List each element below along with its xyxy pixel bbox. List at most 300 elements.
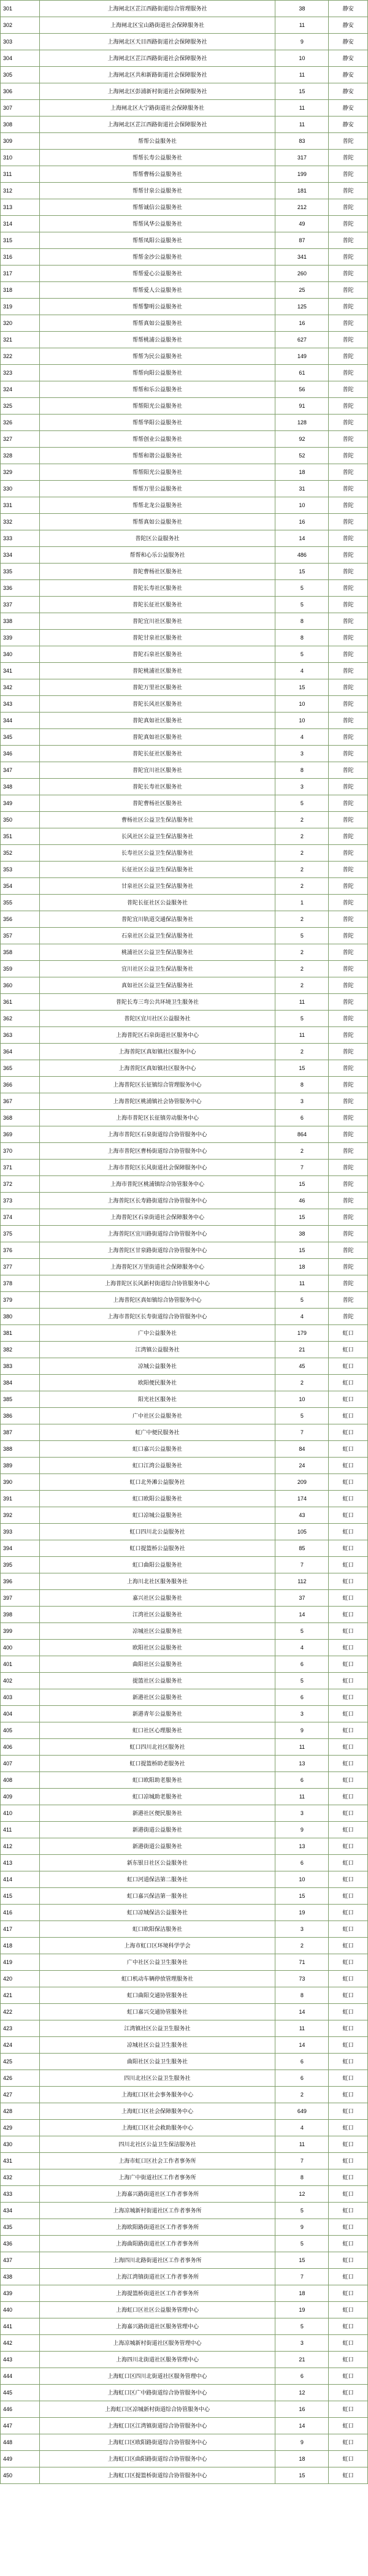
row-index-cell[interactable]: 356 (1, 911, 40, 928)
count-cell[interactable]: 9 (275, 2434, 329, 2451)
row-index-cell[interactable]: 365 (1, 1060, 40, 1077)
district-cell[interactable]: 虹口 (329, 1706, 368, 1722)
count-cell[interactable]: 4 (275, 729, 329, 746)
row-index-cell[interactable]: 344 (1, 713, 40, 729)
count-cell[interactable]: 18 (275, 1259, 329, 1275)
row-index-cell[interactable]: 357 (1, 928, 40, 944)
organization-cell[interactable]: 江湾镇公益服务社 (39, 1342, 275, 1358)
count-cell[interactable]: 10 (275, 50, 329, 67)
organization-cell[interactable]: 帮帮长寿公益服务社 (39, 150, 275, 166)
organization-cell[interactable]: 帮帮风华公益服务社 (39, 216, 275, 232)
district-cell[interactable]: 普陀 (329, 431, 368, 448)
row-index-cell[interactable]: 313 (1, 199, 40, 216)
count-cell[interactable]: 6 (275, 2070, 329, 2087)
organization-cell[interactable]: 上海市普陀区石泉街道综合协管服务中心 (39, 1126, 275, 1143)
row-index-cell[interactable]: 431 (1, 2153, 40, 2169)
organization-cell[interactable]: 帮帮桃浦公益服务社 (39, 332, 275, 348)
count-cell[interactable]: 10 (275, 713, 329, 729)
count-cell[interactable]: 16 (275, 2401, 329, 2418)
district-cell[interactable]: 虹口 (329, 2385, 368, 2401)
row-index-cell[interactable]: 416 (1, 1905, 40, 1921)
count-cell[interactable]: 4 (275, 2120, 329, 2136)
organization-cell[interactable]: 广中公益服务社 (39, 1325, 275, 1342)
district-cell[interactable]: 虹口 (329, 2318, 368, 2335)
row-index-cell[interactable]: 355 (1, 895, 40, 911)
count-cell[interactable]: 38 (275, 1, 329, 17)
organization-cell[interactable]: 普陀长征社区公益服务社 (39, 895, 275, 911)
organization-cell[interactable]: 上海四川北街道社区服务管理中心 (39, 2352, 275, 2368)
district-cell[interactable]: 虹口 (329, 1921, 368, 1938)
district-cell[interactable]: 虹口 (329, 2467, 368, 2484)
row-index-cell[interactable]: 337 (1, 597, 40, 613)
count-cell[interactable]: 2 (275, 1143, 329, 1160)
organization-cell[interactable]: 上海普陀区长寿路街道综合协管服务中心 (39, 1193, 275, 1209)
district-cell[interactable]: 虹口 (329, 1441, 368, 1458)
organization-cell[interactable]: 上海虹口区曲阳路街道综合协管服务中心 (39, 2451, 275, 2467)
organization-cell[interactable]: 曲阳社区公益服务社 (39, 1656, 275, 1673)
row-index-cell[interactable]: 309 (1, 133, 40, 150)
district-cell[interactable]: 虹口 (329, 1623, 368, 1640)
district-cell[interactable]: 普陀 (329, 1160, 368, 1176)
organization-cell[interactable]: 虹口机动车辆停放管理服务社 (39, 1971, 275, 1987)
district-cell[interactable]: 虹口 (329, 1689, 368, 1706)
district-cell[interactable]: 普陀 (329, 663, 368, 679)
organization-cell[interactable]: 普陀长征社区服务社 (39, 746, 275, 762)
row-index-cell[interactable]: 327 (1, 431, 40, 448)
organization-cell[interactable]: 帮帮和乐公益服务社 (39, 381, 275, 398)
organization-cell[interactable]: 上海曲阳路街道社区工作者事务所 (39, 2236, 275, 2252)
count-cell[interactable]: 15 (275, 564, 329, 580)
count-cell[interactable]: 5 (275, 2203, 329, 2219)
row-index-cell[interactable]: 353 (1, 862, 40, 878)
organization-cell[interactable]: 上海普陀区石泉街道社会保障服务中心 (39, 1209, 275, 1226)
district-cell[interactable]: 普陀 (329, 1011, 368, 1027)
row-index-cell[interactable]: 371 (1, 1160, 40, 1176)
district-cell[interactable]: 普陀 (329, 1226, 368, 1242)
organization-cell[interactable]: 帮帮金沙公益服务社 (39, 249, 275, 266)
organization-cell[interactable]: 上海闸北区天目西路街道社会保障服务社 (39, 34, 275, 50)
organization-cell[interactable]: 凉城社区公益卫生服务社 (39, 2037, 275, 2054)
organization-cell[interactable]: 帮帮万里公益服务社 (39, 481, 275, 497)
row-index-cell[interactable]: 407 (1, 1756, 40, 1772)
row-index-cell[interactable]: 359 (1, 961, 40, 977)
organization-cell[interactable]: 帮帮甘泉公益服务社 (39, 183, 275, 199)
row-index-cell[interactable]: 314 (1, 216, 40, 232)
district-cell[interactable]: 虹口 (329, 2401, 368, 2418)
district-cell[interactable]: 普陀 (329, 1126, 368, 1143)
count-cell[interactable]: 3 (275, 2335, 329, 2352)
row-index-cell[interactable]: 410 (1, 1805, 40, 1822)
organization-cell[interactable]: 帮帮阳光公益服务社 (39, 464, 275, 481)
row-index-cell[interactable]: 340 (1, 646, 40, 663)
organization-cell[interactable]: 普陀长寿三弯公共环境卫生服务社 (39, 994, 275, 1011)
row-index-cell[interactable]: 308 (1, 117, 40, 133)
row-index-cell[interactable]: 303 (1, 34, 40, 50)
organization-cell[interactable]: 帮帮诚信公益服务社 (39, 199, 275, 216)
district-cell[interactable]: 普陀 (329, 795, 368, 812)
count-cell[interactable]: 112 (275, 1573, 329, 1590)
row-index-cell[interactable]: 324 (1, 381, 40, 398)
organization-cell[interactable]: 虹口欧阳助老服务社 (39, 1772, 275, 1789)
count-cell[interactable]: 87 (275, 232, 329, 249)
count-cell[interactable]: 209 (275, 1474, 329, 1491)
row-index-cell[interactable]: 366 (1, 1077, 40, 1093)
row-index-cell[interactable]: 433 (1, 2186, 40, 2203)
district-cell[interactable]: 虹口 (329, 1408, 368, 1424)
organization-cell[interactable]: 上海虹口区社会保障服务中心 (39, 2103, 275, 2120)
count-cell[interactable]: 5 (275, 2318, 329, 2335)
count-cell[interactable]: 18 (275, 464, 329, 481)
district-cell[interactable]: 虹口 (329, 2020, 368, 2037)
district-cell[interactable]: 普陀 (329, 249, 368, 266)
organization-cell[interactable]: 帮帮为民公益服务社 (39, 348, 275, 365)
count-cell[interactable]: 15 (275, 1888, 329, 1905)
organization-cell[interactable]: 帮帮向阳公益服务社 (39, 365, 275, 381)
district-cell[interactable]: 虹口 (329, 1540, 368, 1557)
organization-cell[interactable]: 虹口曲阳交通协管服务社 (39, 1987, 275, 2004)
organization-cell[interactable]: 新港社区便民服务社 (39, 1805, 275, 1822)
district-cell[interactable]: 普陀 (329, 365, 368, 381)
district-cell[interactable]: 虹口 (329, 1789, 368, 1805)
organization-cell[interactable]: 上海普陀区桃浦镇社会协管服务中心 (39, 1093, 275, 1110)
count-cell[interactable]: 260 (275, 266, 329, 282)
district-cell[interactable]: 普陀 (329, 613, 368, 630)
count-cell[interactable]: 2 (275, 812, 329, 828)
count-cell[interactable]: 5 (275, 1673, 329, 1689)
district-cell[interactable]: 虹口 (329, 1458, 368, 1474)
organization-cell[interactable]: 虹口社区心理服务社 (39, 1722, 275, 1739)
count-cell[interactable]: 15 (275, 2252, 329, 2269)
organization-cell[interactable]: 虹口提篮桥公益服务社 (39, 1540, 275, 1557)
organization-cell[interactable]: 普陀长风社区服务社 (39, 696, 275, 713)
count-cell[interactable]: 10 (275, 497, 329, 514)
organization-cell[interactable]: 上海川北社区服务服务社 (39, 1573, 275, 1590)
count-cell[interactable]: 7 (275, 1557, 329, 1573)
organization-cell[interactable]: 帮帮爱心公益服务社 (39, 266, 275, 282)
organization-cell[interactable]: 普陀长寿社区服务社 (39, 779, 275, 795)
district-cell[interactable]: 虹口 (329, 1905, 368, 1921)
row-index-cell[interactable]: 443 (1, 2352, 40, 2368)
district-cell[interactable]: 虹口 (329, 1871, 368, 1888)
district-cell[interactable]: 虹口 (329, 2434, 368, 2451)
count-cell[interactable]: 46 (275, 1193, 329, 1209)
district-cell[interactable]: 虹口 (329, 1474, 368, 1491)
district-cell[interactable]: 虹口 (329, 1342, 368, 1358)
count-cell[interactable]: 11 (275, 2020, 329, 2037)
count-cell[interactable]: 2 (275, 961, 329, 977)
count-cell[interactable]: 649 (275, 2103, 329, 2120)
count-cell[interactable]: 3 (275, 746, 329, 762)
organization-cell[interactable]: 真如社区公益卫生保洁服务社 (39, 977, 275, 994)
organization-cell[interactable]: 新东银日社区公益服务社 (39, 1855, 275, 1871)
district-cell[interactable]: 普陀 (329, 332, 368, 348)
district-cell[interactable]: 虹口 (329, 2103, 368, 2120)
count-cell[interactable]: 6 (275, 2368, 329, 2385)
row-index-cell[interactable]: 363 (1, 1027, 40, 1044)
count-cell[interactable]: 11 (275, 2136, 329, 2153)
row-index-cell[interactable]: 331 (1, 497, 40, 514)
count-cell[interactable]: 1 (275, 895, 329, 911)
row-index-cell[interactable]: 326 (1, 415, 40, 431)
count-cell[interactable]: 212 (275, 199, 329, 216)
count-cell[interactable]: 15 (275, 1209, 329, 1226)
count-cell[interactable]: 128 (275, 415, 329, 431)
organization-cell[interactable]: 帮帮公益服务社 (39, 133, 275, 150)
row-index-cell[interactable]: 319 (1, 299, 40, 315)
count-cell[interactable]: 864 (275, 1126, 329, 1143)
count-cell[interactable]: 8 (275, 762, 329, 779)
district-cell[interactable]: 虹口 (329, 2418, 368, 2434)
row-index-cell[interactable]: 346 (1, 746, 40, 762)
count-cell[interactable]: 2 (275, 862, 329, 878)
count-cell[interactable]: 61 (275, 365, 329, 381)
count-cell[interactable]: 15 (275, 1176, 329, 1193)
district-cell[interactable]: 静安 (329, 50, 368, 67)
organization-cell[interactable]: 上海闸北区芷江西路街道社会保障服务社 (39, 117, 275, 133)
district-cell[interactable]: 普陀 (329, 928, 368, 944)
row-index-cell[interactable]: 325 (1, 398, 40, 415)
district-cell[interactable]: 虹口 (329, 2285, 368, 2302)
count-cell[interactable]: 71 (275, 1954, 329, 1971)
organization-cell[interactable]: 普陀区宜川社区公益服务社 (39, 1011, 275, 1027)
row-index-cell[interactable]: 423 (1, 2020, 40, 2037)
row-index-cell[interactable]: 334 (1, 547, 40, 564)
district-cell[interactable]: 虹口 (329, 2335, 368, 2352)
count-cell[interactable]: 25 (275, 282, 329, 299)
district-cell[interactable]: 普陀 (329, 1209, 368, 1226)
organization-cell[interactable]: 提篮社区公益服务社 (39, 1673, 275, 1689)
row-index-cell[interactable]: 400 (1, 1640, 40, 1656)
count-cell[interactable]: 6 (275, 1689, 329, 1706)
count-cell[interactable]: 8 (275, 1987, 329, 2004)
district-cell[interactable]: 普陀 (329, 299, 368, 315)
organization-cell[interactable]: 新港青年公益服务社 (39, 1706, 275, 1722)
organization-cell[interactable]: 上海市普陀区长征镇劳动服务中心 (39, 1110, 275, 1126)
district-cell[interactable]: 普陀 (329, 911, 368, 928)
row-index-cell[interactable]: 399 (1, 1623, 40, 1640)
district-cell[interactable]: 普陀 (329, 977, 368, 994)
count-cell[interactable]: 5 (275, 1292, 329, 1309)
row-index-cell[interactable]: 312 (1, 183, 40, 199)
row-index-cell[interactable]: 411 (1, 1822, 40, 1838)
count-cell[interactable]: 7 (275, 1160, 329, 1176)
organization-cell[interactable]: 上海普陀区万里街道社会保障服务中心 (39, 1259, 275, 1275)
row-index-cell[interactable]: 349 (1, 795, 40, 812)
district-cell[interactable]: 普陀 (329, 133, 368, 150)
row-index-cell[interactable]: 434 (1, 2203, 40, 2219)
district-cell[interactable]: 普陀 (329, 448, 368, 464)
count-cell[interactable]: 16 (275, 514, 329, 530)
organization-cell[interactable]: 上海闸北区彭浦新村街道社会保障服务社 (39, 83, 275, 100)
row-index-cell[interactable]: 387 (1, 1424, 40, 1441)
district-cell[interactable]: 虹口 (329, 1987, 368, 2004)
row-index-cell[interactable]: 320 (1, 315, 40, 332)
row-index-cell[interactable]: 444 (1, 2368, 40, 2385)
district-cell[interactable]: 普陀 (329, 1176, 368, 1193)
organization-cell[interactable]: 普陀曹杨社区服务社 (39, 795, 275, 812)
row-index-cell[interactable]: 328 (1, 448, 40, 464)
row-index-cell[interactable]: 301 (1, 1, 40, 17)
organization-cell[interactable]: 上海虹口区社会救助服务中心 (39, 2120, 275, 2136)
organization-cell[interactable]: 上海虹口区社会事务服务中心 (39, 2087, 275, 2103)
count-cell[interactable]: 21 (275, 1342, 329, 1358)
district-cell[interactable]: 普陀 (329, 530, 368, 547)
district-cell[interactable]: 虹口 (329, 2451, 368, 2467)
count-cell[interactable]: 15 (275, 1060, 329, 1077)
organization-cell[interactable]: 阳光社区服务社 (39, 1391, 275, 1408)
district-cell[interactable]: 静安 (329, 117, 368, 133)
organization-cell[interactable]: 曹杨社区公益卫生保洁服务社 (39, 812, 275, 828)
count-cell[interactable]: 45 (275, 1358, 329, 1375)
count-cell[interactable]: 5 (275, 1011, 329, 1027)
district-cell[interactable]: 普陀 (329, 1275, 368, 1292)
row-index-cell[interactable]: 394 (1, 1540, 40, 1557)
organization-cell[interactable]: 上海虹口区广中路街道综合协管服务中心 (39, 2385, 275, 2401)
organization-cell[interactable]: 上海凉城新村街道社区服务管理中心 (39, 2335, 275, 2352)
organization-cell[interactable]: 普陀宜川轨道交通保洁服务社 (39, 911, 275, 928)
district-cell[interactable]: 普陀 (329, 1309, 368, 1325)
organization-cell[interactable]: 普陀曹杨社区服务社 (39, 564, 275, 580)
organization-cell[interactable]: 四川北社区公益卫生保洁服务社 (39, 2136, 275, 2153)
organization-cell[interactable]: 上海四川北路街道社区工作者事务所 (39, 2252, 275, 2269)
organization-cell[interactable]: 嘉兴社区公益服务社 (39, 1590, 275, 1607)
count-cell[interactable]: 15 (275, 1242, 329, 1259)
count-cell[interactable]: 174 (275, 1491, 329, 1507)
count-cell[interactable]: 2 (275, 1044, 329, 1060)
row-index-cell[interactable]: 435 (1, 2219, 40, 2236)
district-cell[interactable]: 普陀 (329, 746, 368, 762)
count-cell[interactable]: 179 (275, 1325, 329, 1342)
organization-cell[interactable]: 虹广中便民服务社 (39, 1424, 275, 1441)
row-index-cell[interactable]: 430 (1, 2136, 40, 2153)
count-cell[interactable]: 37 (275, 1590, 329, 1607)
count-cell[interactable]: 19 (275, 2302, 329, 2318)
organization-cell[interactable]: 上海虹口区凉城新村街道综合协管服务中心 (39, 2401, 275, 2418)
count-cell[interactable]: 5 (275, 2236, 329, 2252)
district-cell[interactable]: 虹口 (329, 2054, 368, 2070)
district-cell[interactable]: 普陀 (329, 547, 368, 564)
row-index-cell[interactable]: 415 (1, 1888, 40, 1905)
count-cell[interactable]: 125 (275, 299, 329, 315)
district-cell[interactable]: 虹口 (329, 2169, 368, 2186)
district-cell[interactable]: 虹口 (329, 2037, 368, 2054)
organization-cell[interactable]: 长风社区公益卫生保洁服务社 (39, 828, 275, 845)
organization-cell[interactable]: 上海嘉兴路街道社区工作者事务所 (39, 2186, 275, 2203)
count-cell[interactable]: 31 (275, 481, 329, 497)
district-cell[interactable]: 虹口 (329, 1756, 368, 1772)
district-cell[interactable]: 虹口 (329, 1938, 368, 1954)
district-cell[interactable]: 虹口 (329, 1971, 368, 1987)
row-index-cell[interactable]: 347 (1, 762, 40, 779)
count-cell[interactable]: 2 (275, 878, 329, 895)
organization-cell[interactable]: 虹口嘉兴公益服务社 (39, 1441, 275, 1458)
count-cell[interactable]: 13 (275, 1838, 329, 1855)
organization-cell[interactable]: 帮帮凤阳公益服务社 (39, 232, 275, 249)
organization-cell[interactable]: 帮帮和谐公益服务社 (39, 448, 275, 464)
district-cell[interactable]: 普陀 (329, 713, 368, 729)
count-cell[interactable]: 9 (275, 2219, 329, 2236)
district-cell[interactable]: 虹口 (329, 2070, 368, 2087)
organization-cell[interactable]: 新港街道公益服务社 (39, 1838, 275, 1855)
row-index-cell[interactable]: 388 (1, 1441, 40, 1458)
district-cell[interactable]: 静安 (329, 100, 368, 117)
district-cell[interactable]: 虹口 (329, 1507, 368, 1524)
count-cell[interactable]: 7 (275, 2269, 329, 2285)
row-index-cell[interactable]: 335 (1, 564, 40, 580)
count-cell[interactable]: 3 (275, 1921, 329, 1938)
district-cell[interactable]: 普陀 (329, 828, 368, 845)
count-cell[interactable]: 5 (275, 928, 329, 944)
district-cell[interactable]: 普陀 (329, 1093, 368, 1110)
organization-cell[interactable]: 上海普陀区石泉街道社区服务中心 (39, 1027, 275, 1044)
count-cell[interactable]: 6 (275, 1772, 329, 1789)
district-cell[interactable]: 普陀 (329, 597, 368, 613)
organization-cell[interactable]: 普陀宜川社区服务社 (39, 613, 275, 630)
count-cell[interactable]: 11 (275, 994, 329, 1011)
organization-cell[interactable]: 凉城社区公益服务社 (39, 1623, 275, 1640)
district-cell[interactable]: 静安 (329, 83, 368, 100)
district-cell[interactable]: 虹口 (329, 2087, 368, 2103)
district-cell[interactable]: 虹口 (329, 2236, 368, 2252)
organization-cell[interactable]: 上海市虹口区环境科学学会 (39, 1938, 275, 1954)
district-cell[interactable]: 普陀 (329, 1077, 368, 1093)
organization-cell[interactable]: 上海普陀区真如镇社区服务中心 (39, 1044, 275, 1060)
count-cell[interactable]: 38 (275, 1226, 329, 1242)
count-cell[interactable]: 15 (275, 679, 329, 696)
district-cell[interactable]: 普陀 (329, 1259, 368, 1275)
row-index-cell[interactable]: 333 (1, 530, 40, 547)
district-cell[interactable]: 普陀 (329, 282, 368, 299)
district-cell[interactable]: 普陀 (329, 381, 368, 398)
organization-cell[interactable]: 虹口欧阳公益服务社 (39, 1491, 275, 1507)
row-index-cell[interactable]: 330 (1, 481, 40, 497)
district-cell[interactable]: 虹口 (329, 1375, 368, 1391)
row-index-cell[interactable]: 305 (1, 67, 40, 83)
organization-cell[interactable]: 上海提篮桥街道社区工作者事务所 (39, 2285, 275, 2302)
row-index-cell[interactable]: 378 (1, 1275, 40, 1292)
count-cell[interactable]: 10 (275, 1391, 329, 1408)
organization-cell[interactable]: 虹口凉城公益服务社 (39, 1507, 275, 1524)
district-cell[interactable]: 虹口 (329, 2153, 368, 2169)
count-cell[interactable]: 11 (275, 1789, 329, 1805)
row-index-cell[interactable]: 377 (1, 1259, 40, 1275)
organization-cell[interactable]: 帮帮创业公益服务社 (39, 431, 275, 448)
organization-cell[interactable]: 广中社区公益服务社 (39, 1408, 275, 1424)
row-index-cell[interactable]: 401 (1, 1656, 40, 1673)
row-index-cell[interactable]: 361 (1, 994, 40, 1011)
organization-cell[interactable]: 上海闸北区芷江西路街道综合管理服务社 (39, 1, 275, 17)
organization-cell[interactable]: 上海虹口区江湾镇街道综合协管服务中心 (39, 2418, 275, 2434)
organization-cell[interactable]: 上海普陀区甘泉路街道综合协管服务中心 (39, 1242, 275, 1259)
organization-cell[interactable]: 长征社区公益卫生保洁服务社 (39, 862, 275, 878)
organization-cell[interactable]: 普陀区公益服务社 (39, 530, 275, 547)
row-index-cell[interactable]: 448 (1, 2434, 40, 2451)
organization-cell[interactable]: 普陀真如社区服务社 (39, 729, 275, 746)
count-cell[interactable]: 52 (275, 448, 329, 464)
district-cell[interactable]: 普陀 (329, 1044, 368, 1060)
count-cell[interactable]: 18 (275, 2285, 329, 2302)
count-cell[interactable]: 7 (275, 1424, 329, 1441)
organization-cell[interactable]: 普陀长征社区服务社 (39, 597, 275, 613)
count-cell[interactable]: 5 (275, 1408, 329, 1424)
count-cell[interactable]: 6 (275, 1110, 329, 1126)
row-index-cell[interactable]: 381 (1, 1325, 40, 1342)
row-index-cell[interactable]: 439 (1, 2285, 40, 2302)
count-cell[interactable]: 4 (275, 663, 329, 679)
row-index-cell[interactable]: 429 (1, 2120, 40, 2136)
count-cell[interactable]: 12 (275, 2385, 329, 2401)
organization-cell[interactable]: 帮帮北龙公益服务社 (39, 497, 275, 514)
